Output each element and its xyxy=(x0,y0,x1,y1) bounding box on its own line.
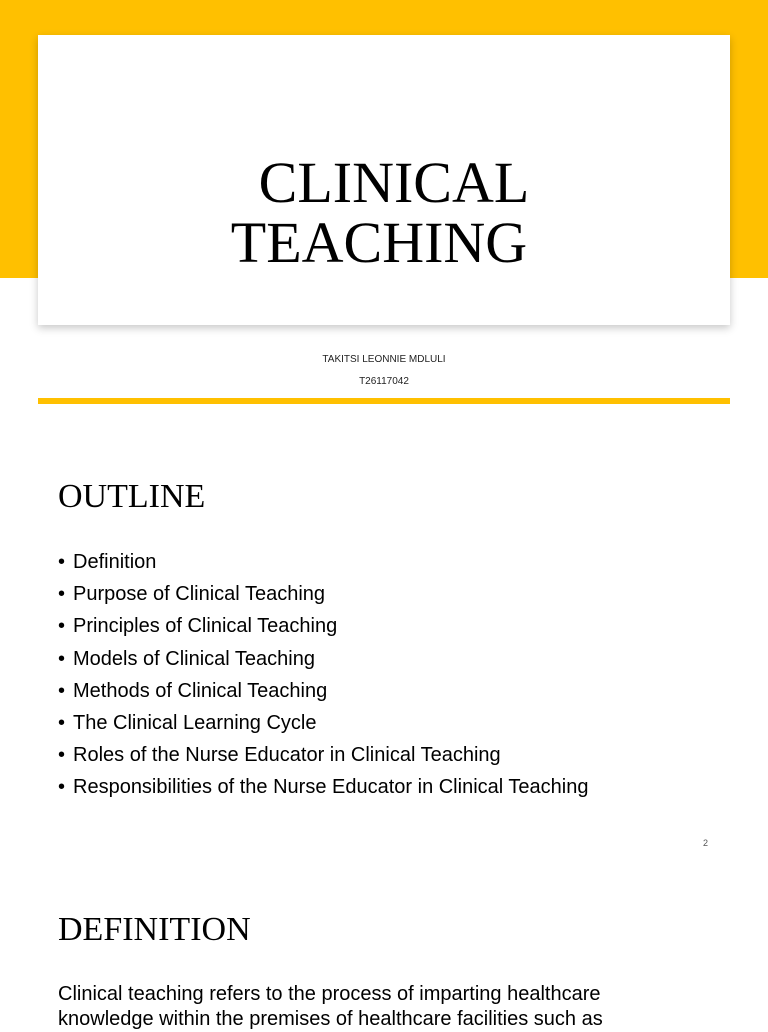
bullet-icon: • xyxy=(58,679,66,702)
list-item-text: Models of Clinical Teaching xyxy=(73,647,315,670)
list-item xyxy=(58,546,588,578)
list-item xyxy=(58,739,588,771)
list-item xyxy=(58,578,588,610)
bullet-icon: • xyxy=(58,615,66,638)
page-number: 2 xyxy=(703,838,709,848)
bullet-icon: • xyxy=(58,711,66,734)
bullet-icon: • xyxy=(58,583,66,606)
list-item xyxy=(58,675,588,707)
list-item xyxy=(58,707,588,739)
outline-list xyxy=(58,546,588,804)
title-card xyxy=(38,35,730,325)
definition-body: Clinical teaching refers to the process of imparting healthcare knowledge within the premises of healthcare facilities such as xyxy=(58,983,603,1030)
outline-heading: OUTLINE xyxy=(58,478,206,515)
title-line-2: TEACHING xyxy=(230,210,528,275)
author-block xyxy=(0,349,768,393)
bullet-icon: • xyxy=(58,647,66,670)
slide-divider xyxy=(38,398,730,404)
list-item-text: Definition xyxy=(73,551,157,573)
list-item xyxy=(58,771,588,803)
list-item-text: Principles of Clinical Teaching xyxy=(73,615,338,638)
list-item xyxy=(58,643,588,675)
list-item-text: Roles of the Nurse Educator in Clinical Teaching xyxy=(73,744,501,767)
list-item-text: The Clinical Learning Cycle xyxy=(73,711,317,734)
bullet-icon: • xyxy=(58,551,66,573)
student-id: T26117042 xyxy=(359,376,409,387)
title-line-1: CLINICAL xyxy=(258,150,530,215)
list-item-text: Purpose of Clinical Teaching xyxy=(73,583,326,606)
definition-heading: DEFINITION xyxy=(58,911,251,948)
bullet-icon: • xyxy=(58,744,66,767)
list-item xyxy=(58,610,588,642)
list-item-text: Responsibilities of the Nurse Educator in Clinical Teaching xyxy=(73,776,589,799)
bullet-icon: • xyxy=(58,776,66,799)
author-name: TAKITSI LEONNIE MDLULI xyxy=(322,354,446,365)
presentation-title xyxy=(38,150,730,275)
list-item-text: Methods of Clinical Teaching xyxy=(73,679,328,702)
